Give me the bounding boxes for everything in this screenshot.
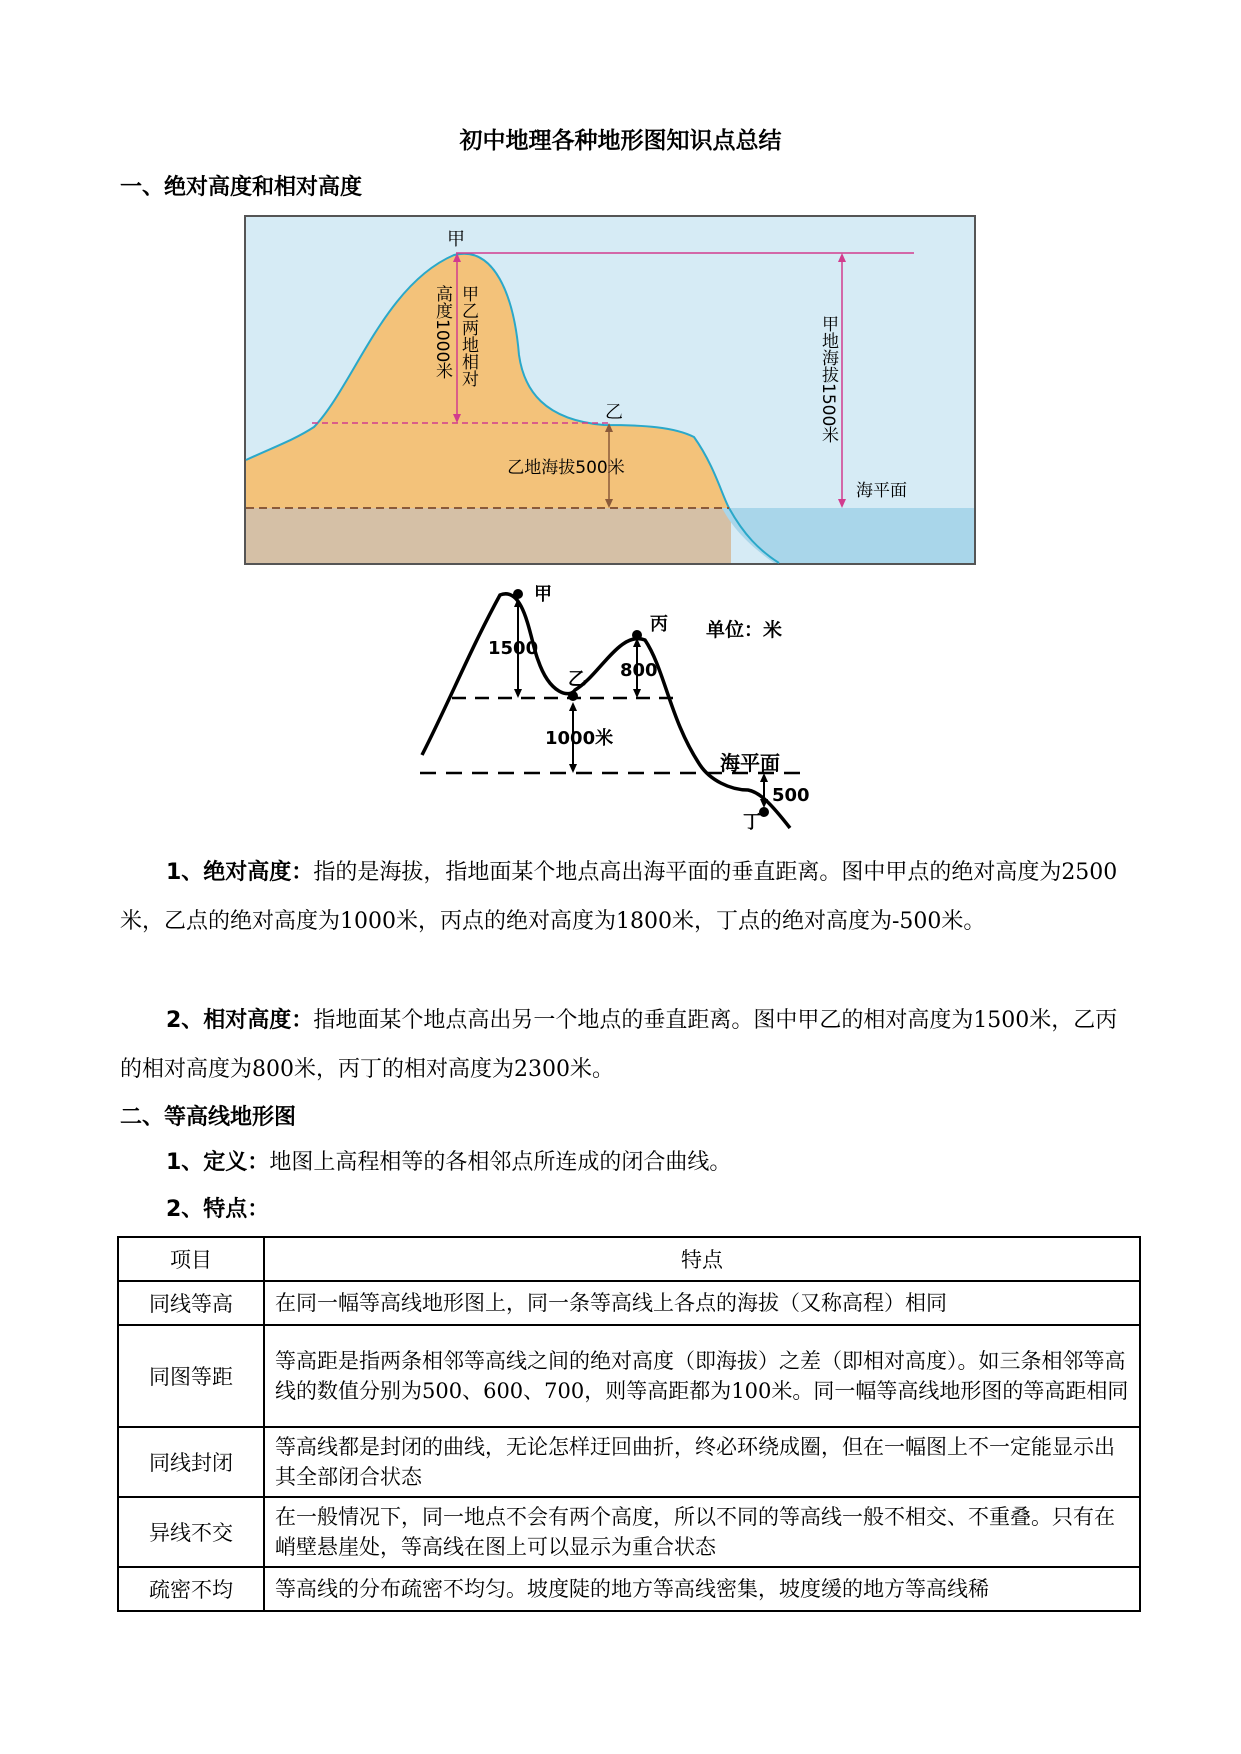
label-jia: 甲 (534, 584, 552, 605)
relative-height-label: 2、相对高度： (166, 1008, 314, 1033)
paragraph-relative-height (120, 996, 1120, 1094)
peak-altitude-label: 甲地海拔1500米 (818, 315, 838, 444)
table-header-row (118, 1237, 1140, 1281)
value-800: 800 (620, 660, 658, 681)
table-row (118, 1281, 1140, 1325)
sea-level-label: 海平面 (856, 481, 907, 501)
sea-level-label-2: 海平面 (720, 751, 780, 775)
header-feature: 特点 (264, 1237, 1140, 1281)
value-1500: 1500 (488, 638, 539, 659)
features-heading: 2、特点： (166, 1197, 270, 1222)
row-item: 疏密不均 (118, 1567, 264, 1611)
relative-height-text: 指地面某个地点高出另一个地点的垂直距离。图中甲乙的相对高度为1500米，乙丙的相对高度为800米，丙丁的相对高度为2300米。 (120, 1008, 1118, 1082)
point-yi (568, 691, 578, 701)
features-table (117, 1236, 1141, 1612)
value-1000: 1000米 (545, 728, 614, 749)
section-heading-1: 一、绝对高度和相对高度 (120, 174, 363, 200)
row-item: 同线封闭 (118, 1427, 264, 1497)
point-jia (513, 589, 523, 599)
definition-label: 1、定义： (166, 1150, 270, 1175)
row-item: 同线等高 (118, 1281, 264, 1325)
table-row (118, 1497, 1140, 1567)
row-desc: 等高线都是封闭的曲线，无论怎样迂回曲折，终必环绕成圈，但在一幅图上不一定能显示出其全部闭合状态 (264, 1427, 1140, 1497)
row-desc: 等高距是指两条相邻等高线之间的绝对高度（即海拔）之差（即相对高度）。如三条相邻等高线的数值分别为500、600、700，则等高距都为100米。同一幅等高线地形图的等高距相同 (264, 1325, 1140, 1427)
row-desc: 等高线的分布疏密不均匀。坡度陡的地方等高线密集，坡度缓的地方等高线稀 (264, 1567, 1140, 1611)
document-title: 初中地理各种地形图知识点总结 (459, 127, 782, 154)
definition-text: 地图上高程相等的各相邻点所连成的闭合曲线。 (269, 1150, 732, 1175)
label-bing: 丙 (650, 614, 668, 635)
saddle-altitude-label: 乙地海拔500米 (507, 458, 625, 478)
altitude-cross-section-figure (244, 215, 976, 565)
peak-label: 甲 (447, 229, 465, 250)
absolute-height-text: 指的是海拔，指地面某个地点高出海平面的垂直距离。图中甲点的绝对高度为2500米，乙点的绝对高度为1000米，丙点的绝对高度为1800米，丁点的绝对高度为-500米。 (120, 860, 1118, 934)
value-500: 500 (772, 785, 810, 806)
label-ding: 丁 (743, 812, 761, 830)
ground-layer (246, 508, 731, 563)
paragraph-absolute-height (120, 848, 1120, 946)
relative-height-label-col1: 高度1000米 (432, 285, 452, 380)
row-desc: 在一般情况下，同一地点不会有两个高度，所以不同的等高线一般不相交、不重叠。只有在峭壁悬崖处，等高线在图上可以显示为重合状态 (264, 1497, 1140, 1567)
row-item: 异线不交 (118, 1497, 264, 1567)
table-row (118, 1567, 1140, 1611)
table-row (118, 1427, 1140, 1497)
header-item: 项目 (118, 1237, 264, 1281)
table-row (118, 1325, 1140, 1427)
definition (166, 1145, 731, 1176)
saddle-label: 乙 (605, 402, 623, 423)
relative-height-label-col2: 甲乙两地相对 (458, 285, 478, 387)
absolute-height-label: 1、绝对高度： (166, 860, 314, 885)
row-desc: 在同一幅等高线地形图上，同一条等高线上各点的海拔（又称高程）相同 (264, 1281, 1140, 1325)
row-item: 同图等距 (118, 1325, 264, 1427)
profile-line-figure (410, 580, 830, 830)
unit-label: 单位：米 (706, 619, 783, 641)
section-heading-2: 二、等高线地形图 (120, 1104, 297, 1130)
label-yi: 乙 (568, 669, 586, 690)
